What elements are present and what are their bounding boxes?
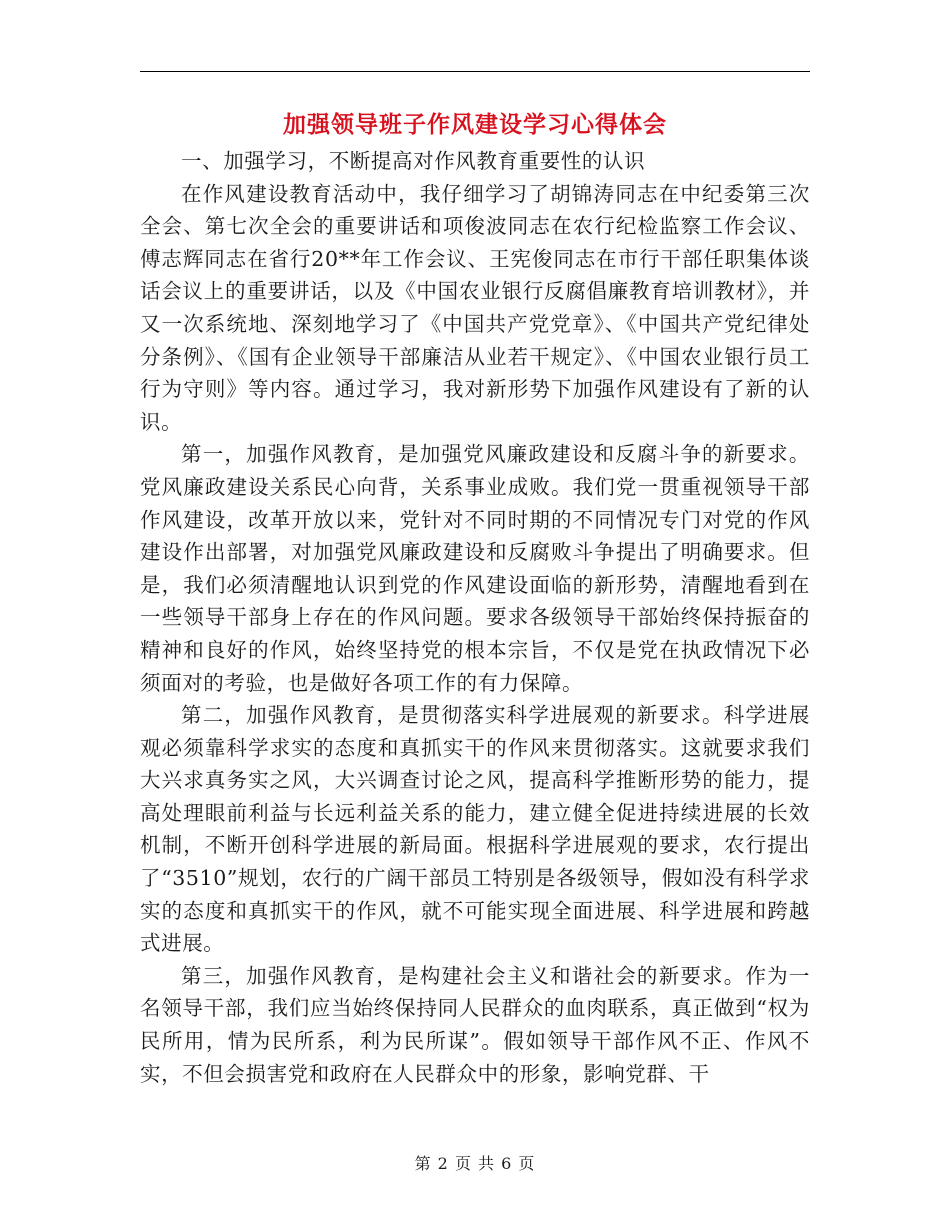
header-rule <box>140 71 810 72</box>
document-body <box>140 145 810 1090</box>
total-page-count: 6 <box>501 1154 513 1173</box>
body-paragraph: 第三，加强作风教育，是构建社会主义和谐社会的新要求。作为一名领导干部，我们应当始终保持同人民群众的血肉联系，真正做到“权为民所用，情为民所系，利为民所谋”。假如领导干部作风不正、作风不实，不但会损害党和政府在人民群众中的形象，影响党群、干 <box>140 963 810 1086</box>
footer-middle: 页 共 <box>454 1154 496 1173</box>
footer-prefix: 第 <box>414 1154 432 1173</box>
document-title: 加强领导班子作风建设学习心得体会 <box>283 112 667 138</box>
section-heading: 一、加强学习，不断提高对作风教育重要性的认识 <box>181 149 646 173</box>
current-page-number: 2 <box>437 1154 449 1173</box>
body-paragraph: 第一，加强作风教育，是加强党风廉政建设和反腐斗争的新要求。党风廉政建设关系民心向背，关系事业成败。我们党一贯重视领导干部作风建设，改革开放以来，党针对不同时期的不同情况专门对党的作风建设作出部署，对加强党风廉政建设和反腐败斗争提出了明确要求。但是，我们必须清醒地认识到党的作风建设面临的新形势，清醒地看到在一些领导干部身上存在的作风问题。要求各级领导干部始终保持振奋的精神和良好的作风，始终坚持党的根本宗旨，不仅是党在执政情况下必须面对的考验，也是做好各项工作的有力保障。 <box>140 442 810 695</box>
body-paragraph: 在作风建设教育活动中，我仔细学习了胡锦涛同志在中纪委第三次全会、第七次全会的重要讲话和项俊波同志在农行纪检监察工作会议、傅志辉同志在省行20**年工作会议、王宪俊同志在市行干部任职集体谈话会议上的重要讲话，以及《中国农业银行反腐倡廉教育培训教材》，并又一次系统地、深刻地学习了《中国共产党党章》、《中国共产党纪律处分条例》、《国有企业领导干部廉洁从业若干规定》、《中国农业银行员工行为守则》等内容。通过学习，我对新形势下加强作风建设有了新的认识。 <box>140 181 810 434</box>
footer-suffix: 页 <box>518 1154 536 1173</box>
body-paragraph: 第二，加强作风教育，是贯彻落实科学进展观的新要求。科学进展观必须靠科学求实的态度和真抓实干的作风来贯彻落实。这就要求我们大兴求真务实之风，大兴调查讨论之风，提高科学推断形势的能力，提高处理眼前利益与长远利益关系的能力，建立健全促进持续进展的长效机制，不断开创科学进展的新局面。根据科学进展观的要求，农行提出了“3510”规划，农行的广阔干部员工特别是各级领导，假如没有科学求实的态度和真抓实干的作风，就不可能实现全面进展、科学进展和跨越式进展。 <box>140 703 810 956</box>
page-footer <box>0 1153 950 1175</box>
